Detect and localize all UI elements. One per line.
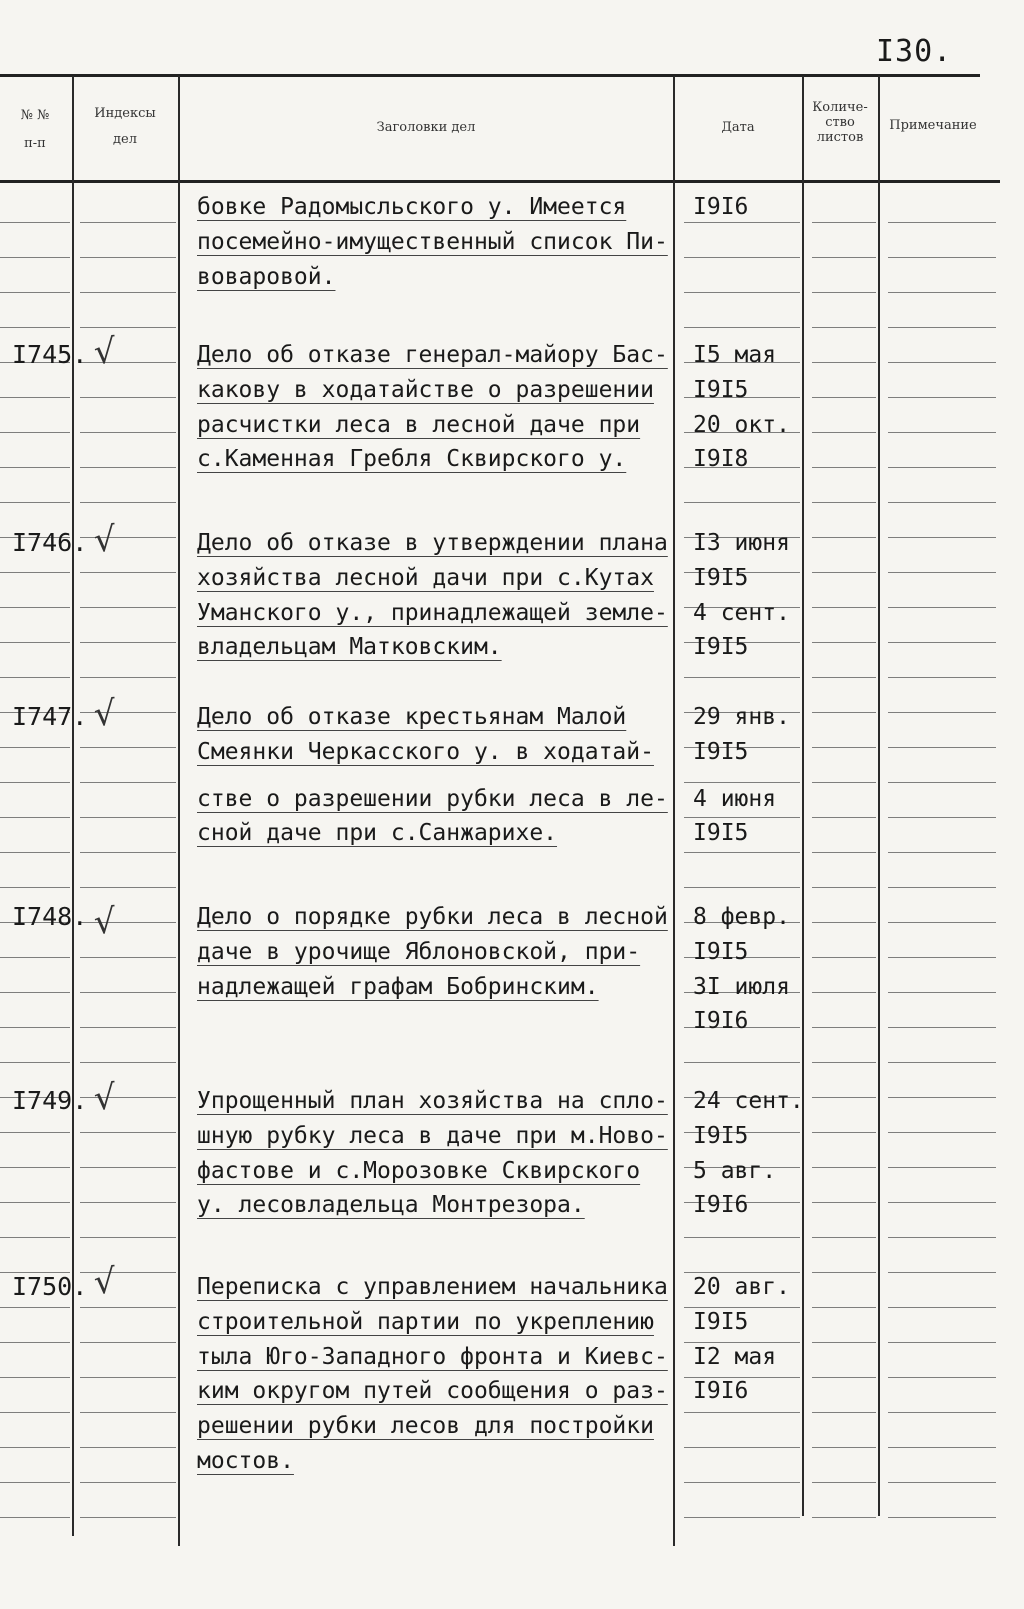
form-rule-segment [812, 922, 876, 923]
form-rule-segment [0, 642, 70, 643]
form-rule-segment [80, 1377, 176, 1378]
form-rule-segment [80, 1447, 176, 1448]
form-rule-segment [888, 642, 996, 643]
header-date: Дата [721, 120, 755, 135]
entry-date: 4 июня [693, 786, 777, 812]
entry-date: I3 июня [693, 530, 790, 556]
form-rule-segment [812, 537, 876, 538]
form-rule-segment [888, 1167, 996, 1168]
entry-title-line: Дело об отказе генерал-майору Бас- [197, 342, 668, 368]
form-rule-segment [888, 467, 996, 468]
entry-date: I9I5 [693, 939, 749, 965]
form-rule-segment [0, 257, 70, 258]
entry-date: I9I6 [693, 1192, 749, 1218]
form-rule-segment [812, 432, 876, 433]
form-rule-segment [80, 782, 176, 783]
entry-date: 20 авг. [693, 1274, 790, 1300]
entry-date: 24 сент. [693, 1088, 804, 1114]
form-rule-segment [684, 1237, 800, 1238]
form-rule-segment [80, 222, 176, 223]
form-rule-segment [812, 1412, 876, 1413]
entry-title-line: даче в урочище Яблоновской, при- [197, 939, 641, 965]
form-rule-segment [0, 817, 70, 818]
form-rule-segment [684, 1517, 800, 1518]
column-rule-date [673, 76, 675, 1546]
entry-date: I9I5 [693, 739, 749, 765]
form-rule-segment [0, 572, 70, 573]
form-rule-segment [0, 1237, 70, 1238]
check-mark: √ [92, 1077, 118, 1119]
form-rule-segment [812, 817, 876, 818]
form-rule-segment [812, 957, 876, 958]
form-rule-segment [80, 817, 176, 818]
form-rule-segment [812, 327, 876, 328]
form-rule-segment [888, 1272, 996, 1273]
form-rule-segment [80, 1062, 176, 1063]
form-rule-segment [0, 1517, 70, 1518]
form-rule-segment [888, 992, 996, 993]
entry-title-line: фастове и с.Морозовке Сквирского [197, 1158, 641, 1184]
entry-date: I9I5 [693, 565, 749, 591]
form-rule-segment [80, 1237, 176, 1238]
form-rule-segment [0, 1377, 70, 1378]
form-rule-segment [80, 327, 176, 328]
continuation-line: бовке Радомысльского у. Имеется [197, 194, 627, 220]
form-rule-segment [888, 1132, 996, 1133]
entry-title-line: стве о разрешении рубки леса в ле- [197, 786, 668, 812]
header-sheets: Количе- ство листов [812, 100, 868, 145]
form-rule-segment [888, 292, 996, 293]
form-rule-segment [0, 1447, 70, 1448]
form-rule-segment [888, 432, 996, 433]
entry-number: I750. [12, 1272, 88, 1301]
entry-title-line: расчистки леса в лесной даче при [197, 412, 641, 438]
check-mark: √ [92, 693, 118, 735]
form-rule-segment [812, 887, 876, 888]
form-rule-segment [888, 1412, 996, 1413]
entry-title-line: мостов. [197, 1448, 294, 1474]
entry-date: I9I5 [693, 820, 749, 846]
form-rule-segment [888, 1517, 996, 1518]
form-rule-segment [812, 1517, 876, 1518]
header-title: Заголовки дел [376, 120, 476, 135]
form-rule-segment [684, 502, 800, 503]
form-rule-segment [888, 222, 996, 223]
entry-title-line: у. лесовладельца Монтрезора. [197, 1192, 585, 1218]
form-rule-segment [812, 292, 876, 293]
form-rule-segment [888, 1097, 996, 1098]
form-rule-segment [80, 1027, 176, 1028]
entry-title-line: Дело об отказе в утверждении плана [197, 530, 668, 556]
entry-title-line: Упрощенный план хозяйства на спло- [197, 1088, 668, 1114]
form-rule-segment [888, 537, 996, 538]
form-rule-segment [0, 1132, 70, 1133]
form-rule-segment [0, 1202, 70, 1203]
form-rule-segment [684, 1482, 800, 1483]
continuation-line: посемейно-имущественный список Пи- [197, 229, 668, 255]
form-rule-segment [80, 502, 176, 503]
entry-number: I745. [12, 340, 88, 369]
form-rule-segment [888, 782, 996, 783]
form-rule-segment [80, 467, 176, 468]
entry-date: I9I5 [693, 377, 749, 403]
form-rule-segment [888, 362, 996, 363]
entry-title-line: хозяйства лесной дачи при с.Кутах [197, 565, 654, 591]
entry-date: I2 мая [693, 1344, 777, 1370]
form-rule-segment [0, 327, 70, 328]
form-rule-segment [812, 852, 876, 853]
form-rule-segment [812, 607, 876, 608]
column-rule-index [72, 76, 74, 1536]
form-rule-segment [0, 887, 70, 888]
form-rule-segment [0, 1062, 70, 1063]
form-rule-segment [888, 1377, 996, 1378]
form-rule-segment [80, 642, 176, 643]
form-rule-segment [80, 1202, 176, 1203]
header-number: № № п-п [20, 108, 50, 151]
entry-date: I9I5 [693, 1309, 749, 1335]
form-rule-segment [888, 607, 996, 608]
form-rule-segment [888, 1342, 996, 1343]
form-rule-segment [80, 1482, 176, 1483]
check-mark: √ [92, 331, 118, 373]
form-rule-segment [0, 502, 70, 503]
form-rule-segment [0, 677, 70, 678]
entry-title-line: владельцам Матковским. [197, 634, 502, 660]
form-rule-segment [888, 922, 996, 923]
form-rule-segment [812, 397, 876, 398]
form-rule-segment [684, 677, 800, 678]
form-rule-segment [80, 1342, 176, 1343]
form-rule-segment [684, 887, 800, 888]
entry-date: I9I6 [693, 1008, 749, 1034]
form-rule-segment [888, 1482, 996, 1483]
form-rule-segment [80, 1132, 176, 1133]
form-rule-segment [812, 502, 876, 503]
header-top-rule [0, 74, 980, 77]
entry-date: I9I5 [693, 634, 749, 660]
form-rule-segment [888, 712, 996, 713]
form-rule-segment [812, 1027, 876, 1028]
form-rule-segment [888, 677, 996, 678]
form-rule-segment [812, 677, 876, 678]
form-rule-segment [80, 1412, 176, 1413]
form-rule-segment [684, 852, 800, 853]
entry-title-line: какову в ходатайстве о разрешении [197, 377, 654, 403]
form-rule-segment [0, 1342, 70, 1343]
form-rule-segment [812, 1342, 876, 1343]
column-rule-sheets [802, 76, 804, 1516]
form-rule-segment [888, 1062, 996, 1063]
entry-title-line: Уманского у., принадлежащей земле- [197, 600, 668, 626]
form-rule-segment [888, 747, 996, 748]
form-rule-segment [80, 887, 176, 888]
entry-title-line: шную рубку леса в даче при м.Ново- [197, 1123, 668, 1149]
form-rule-segment [0, 1167, 70, 1168]
form-rule-segment [888, 327, 996, 328]
form-rule-segment [80, 397, 176, 398]
form-rule-segment [888, 502, 996, 503]
form-rule-segment [80, 257, 176, 258]
header-bottom-rule [0, 180, 1000, 183]
form-rule-segment [888, 1307, 996, 1308]
form-rule-segment [0, 747, 70, 748]
form-rule-segment [888, 572, 996, 573]
form-rule-segment [0, 1307, 70, 1308]
form-rule-segment [80, 852, 176, 853]
form-rule-segment [812, 747, 876, 748]
continuation-line: воваровой. [197, 264, 336, 290]
form-rule-segment [812, 1447, 876, 1448]
form-rule-segment [80, 1517, 176, 1518]
entry-date: 20 окт. [693, 412, 790, 438]
form-rule-segment [80, 1307, 176, 1308]
entry-date: 3I июля [693, 974, 790, 1000]
form-rule-segment [80, 292, 176, 293]
form-rule-segment [812, 992, 876, 993]
form-rule-segment [888, 852, 996, 853]
check-mark: √ [92, 1261, 118, 1303]
entry-title-line: Дело об отказе крестьянам Малой [197, 704, 627, 730]
form-rule-segment [812, 1097, 876, 1098]
entry-number: I748. [12, 902, 88, 931]
form-rule-segment [0, 467, 70, 468]
form-rule-segment [80, 677, 176, 678]
form-rule-segment [0, 852, 70, 853]
header-note: Примечание [889, 118, 977, 133]
form-rule-segment [812, 467, 876, 468]
header-index: Индексы дел [94, 106, 156, 147]
entry-number: I746. [12, 528, 88, 557]
entry-title-line: сной даче при с.Санжарихе. [197, 820, 558, 846]
entry-title-line: строительной партии по укреплению [197, 1309, 654, 1335]
form-rule-segment [0, 957, 70, 958]
form-rule-segment [888, 887, 996, 888]
entry-title-line: тыла Юго-Западного фронта и Киевс- [197, 1344, 668, 1370]
form-rule-segment [80, 607, 176, 608]
form-rule-segment [812, 222, 876, 223]
form-rule-segment [0, 607, 70, 608]
form-rule-segment [812, 1377, 876, 1378]
entry-title-line: ким округом путей сообщения о раз- [197, 1378, 668, 1404]
entry-title-line: решении рубки лесов для постройки [197, 1413, 654, 1439]
form-rule-segment [80, 957, 176, 958]
column-rule-title [178, 76, 180, 1546]
form-rule-segment [0, 397, 70, 398]
entry-date: I9I8 [693, 446, 749, 472]
form-rule-segment [888, 1447, 996, 1448]
form-rule-segment [812, 1237, 876, 1238]
entry-title-line: Переписка с управлением начальника [197, 1274, 668, 1300]
form-rule-segment [684, 327, 800, 328]
form-rule-segment [888, 1237, 996, 1238]
form-rule-segment [684, 292, 800, 293]
check-mark: √ [92, 519, 118, 561]
entry-title-line: надлежащей графам Бобринским. [197, 974, 599, 1000]
page-number: I30. [876, 34, 953, 69]
entry-date: 8 февр. [693, 904, 790, 930]
form-rule-segment [0, 782, 70, 783]
form-rule-segment [0, 1482, 70, 1483]
entry-date: I5 мая [693, 342, 777, 368]
form-rule-segment [812, 572, 876, 573]
form-rule-segment [80, 572, 176, 573]
form-rule-segment [0, 992, 70, 993]
form-rule-segment [812, 1132, 876, 1133]
form-rule-segment [888, 257, 996, 258]
entry-date: 29 янв. [693, 704, 790, 730]
form-rule-segment [888, 1202, 996, 1203]
form-rule-segment [80, 747, 176, 748]
entry-date: I9I6 [693, 1378, 749, 1404]
form-rule-segment [812, 782, 876, 783]
form-rule-segment [812, 1307, 876, 1308]
form-rule-segment [684, 1412, 800, 1413]
form-rule-segment [812, 1062, 876, 1063]
entry-title-line: Дело о порядке рубки леса в лесной [197, 904, 668, 930]
form-rule-segment [812, 1272, 876, 1273]
form-rule-segment [0, 1027, 70, 1028]
form-rule-segment [888, 397, 996, 398]
form-rule-segment [0, 222, 70, 223]
form-rule-segment [812, 257, 876, 258]
form-rule-segment [684, 257, 800, 258]
form-rule-segment [0, 432, 70, 433]
entry-title-line: Смеянки Черкасского у. в ходатай- [197, 739, 654, 765]
form-rule-segment [812, 1482, 876, 1483]
column-rule-note [878, 76, 880, 1516]
entry-number: I747. [12, 702, 88, 731]
entry-number: I749. [12, 1086, 88, 1115]
form-rule-segment [80, 432, 176, 433]
form-rule-segment [812, 1167, 876, 1168]
form-rule-segment [888, 957, 996, 958]
form-rule-segment [888, 1027, 996, 1028]
continuation-date: I9I6 [693, 194, 749, 220]
form-rule-segment [0, 292, 70, 293]
form-rule-segment [80, 1167, 176, 1168]
form-rule-segment [812, 362, 876, 363]
check-mark: √ [92, 901, 118, 943]
form-rule-segment [812, 712, 876, 713]
entry-title-line: с.Каменная Гребля Сквирского у. [197, 446, 627, 472]
entry-date: 5 авг. [693, 1158, 777, 1184]
form-rule-segment [80, 992, 176, 993]
form-rule-segment [684, 1062, 800, 1063]
form-rule-segment [812, 1202, 876, 1203]
form-rule-segment [684, 1447, 800, 1448]
form-rule-segment [888, 817, 996, 818]
form-rule-segment [0, 1412, 70, 1413]
entry-date: I9I5 [693, 1123, 749, 1149]
entry-date: 4 сент. [693, 600, 790, 626]
form-rule-segment [812, 642, 876, 643]
